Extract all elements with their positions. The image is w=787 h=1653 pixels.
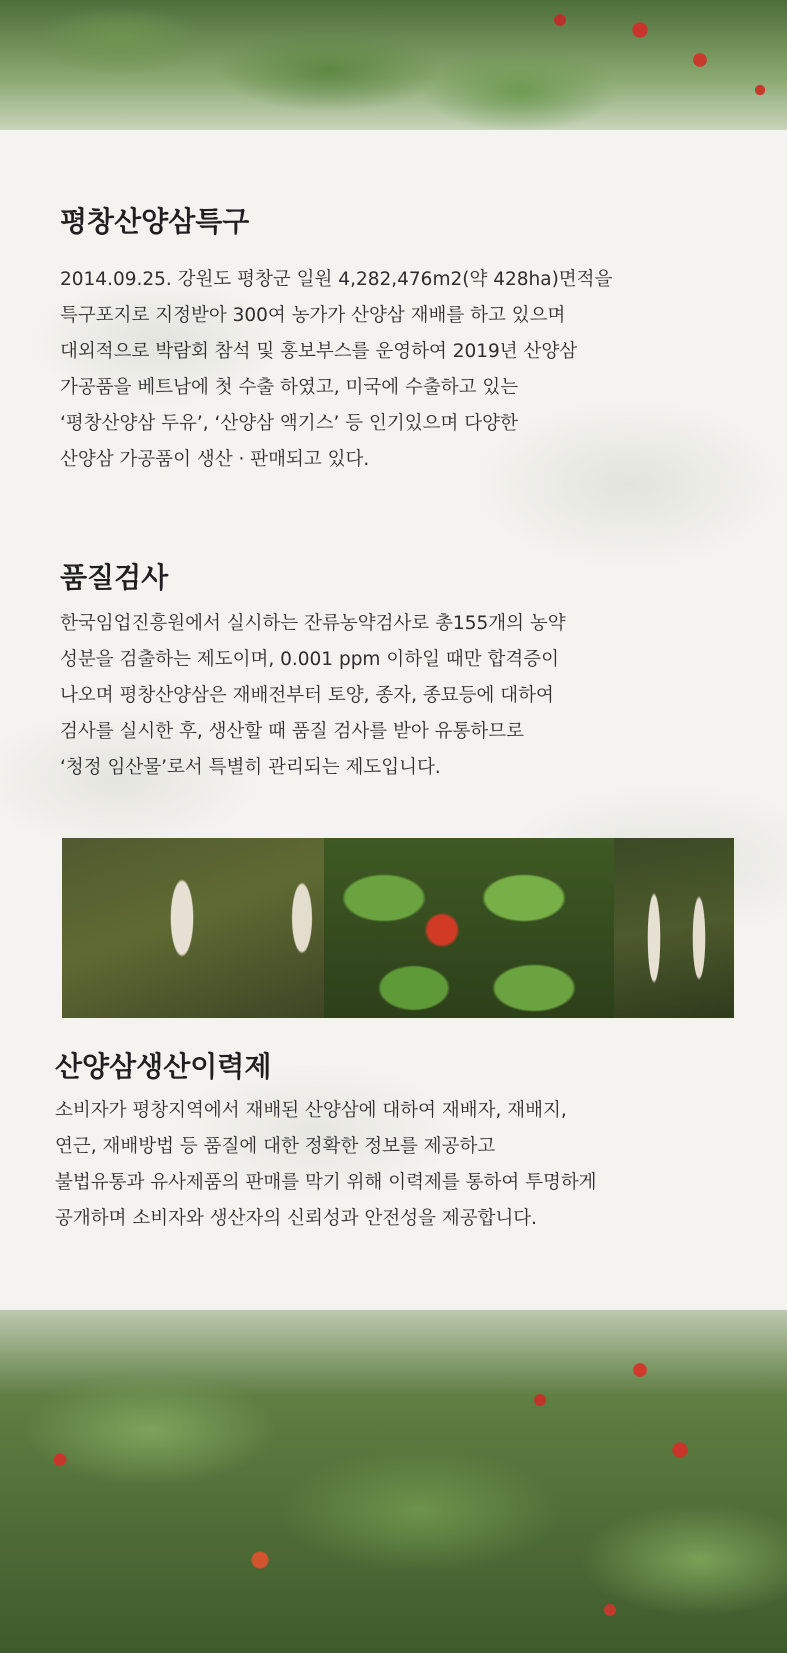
text-line: ‘평창산양삼 두유’, ‘산양삼 액기스’ 등 인기있으며 다양한 bbox=[60, 413, 518, 434]
text-line: 소비자가 평창지역에서 재배된 산양삼에 대하여 재배자, 재배지, bbox=[55, 1100, 567, 1121]
ginseng-leaves-berries-photo bbox=[324, 838, 614, 1018]
ginseng-roots-photo bbox=[62, 838, 324, 1018]
section-title: 평창산양삼특구 bbox=[60, 206, 250, 237]
ginseng-roots-photo-small bbox=[614, 838, 734, 1018]
section-title: 품질검사 bbox=[60, 562, 169, 593]
section-special-zone bbox=[60, 200, 740, 478]
ginseng-field-photo-bottom bbox=[0, 1310, 787, 1653]
section-body bbox=[55, 1093, 735, 1237]
ginseng-photo-strip bbox=[62, 838, 734, 1018]
text-line: 특구포지로 지정받아 300여 농가가 산양삼 재배를 하고 있으며 bbox=[60, 305, 566, 326]
text-line: 연근, 재배방법 등 품질에 대한 정확한 정보를 제공하고 bbox=[55, 1136, 496, 1157]
text-line: 불법유통과 유사제품의 판매를 막기 위해 이력제를 통하여 투명하게 bbox=[55, 1172, 597, 1193]
text-line: 한국임업진흥원에서 실시하는 잔류농약검사로 총155개의 농약 bbox=[60, 613, 566, 634]
text-line: 성분을 검출하는 제도이며, 0.001 ppm 이하일 때만 합격증이 bbox=[60, 649, 559, 670]
section-body bbox=[60, 606, 740, 786]
ginseng-field-photo-top bbox=[0, 0, 787, 130]
text-line: 검사를 실시한 후, 생산할 때 품질 검사를 받아 유통하므로 bbox=[60, 721, 524, 742]
text-line: 공개하며 소비자와 생산자의 신뢰성과 안전성을 제공합니다. bbox=[55, 1208, 538, 1229]
section-quality-test bbox=[60, 556, 740, 786]
text-line: 가공품을 베트남에 첫 수출 하였고, 미국에 수출하고 있는 bbox=[60, 377, 519, 398]
section-body bbox=[60, 262, 740, 478]
text-line: 2014.09.25. 강원도 평창군 일원 4,282,476m2(약 428ha)면적을 bbox=[60, 269, 613, 290]
section-title: 산양삼생산이력제 bbox=[55, 1051, 272, 1082]
text-line: ‘청정 임산물’로서 특별히 관리되는 제도입니다. bbox=[60, 757, 441, 778]
text-line: 산양삼 가공품이 생산 · 판매되고 있다. bbox=[60, 449, 370, 470]
text-line: 대외적으로 박람회 참석 및 홍보부스를 운영하여 2019년 산양삼 bbox=[60, 341, 578, 362]
text-line: 나오며 평창산양삼은 재배전부터 토양, 종자, 종묘등에 대하여 bbox=[60, 685, 554, 706]
section-traceability bbox=[55, 1045, 735, 1237]
